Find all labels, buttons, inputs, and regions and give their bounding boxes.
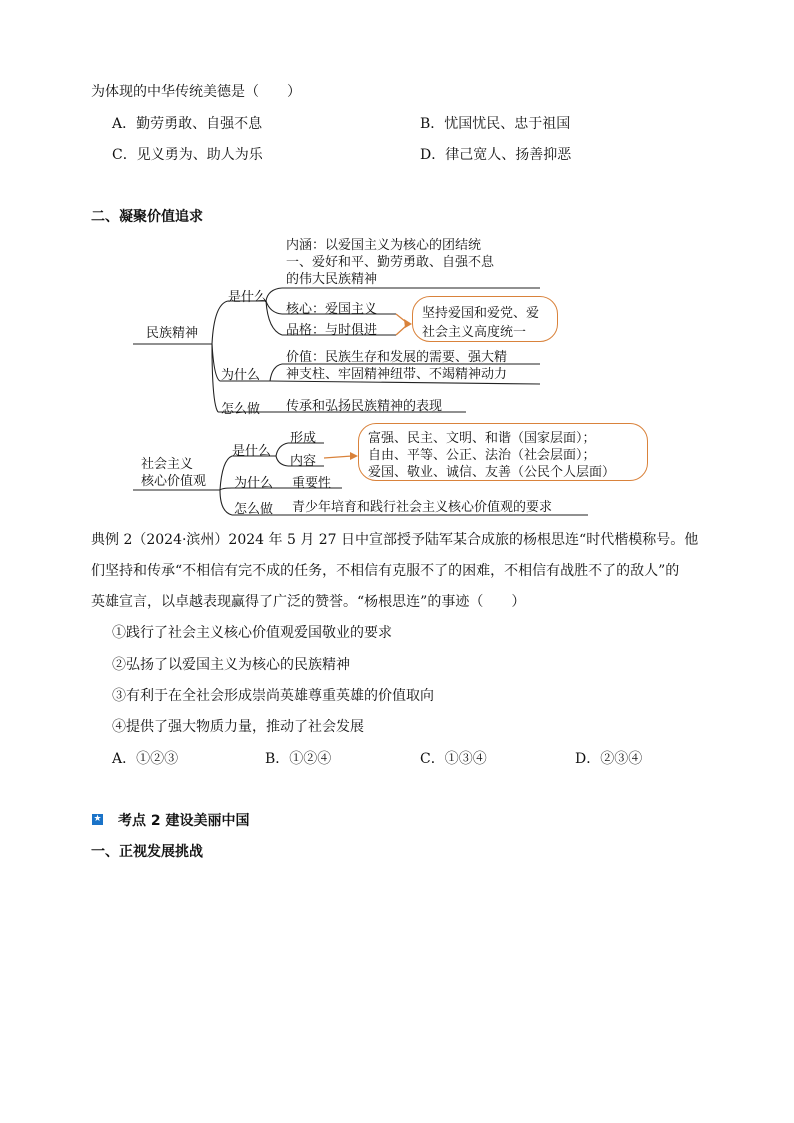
section-title: 二、凝聚价值追求 bbox=[91, 209, 203, 225]
connotation-line: 内涵：以爱国主义为核心的团结统 bbox=[286, 238, 482, 253]
mindmap2-how: 怎么做 bbox=[234, 502, 274, 517]
statement-item: ②弘扬了以爱国主义为核心的民族精神 bbox=[112, 657, 350, 673]
mindmap1-value bbox=[286, 349, 507, 383]
mindmap2-importance: 重要性 bbox=[292, 476, 332, 491]
mindmap2-why: 为什么 bbox=[234, 476, 274, 491]
option-a[interactable]: A．①②③ bbox=[112, 751, 179, 767]
statement-item: ④提供了强大物质力量，推动了社会发展 bbox=[112, 719, 364, 735]
example-stem-line: 英雄宣言，以卓越表现赢得了广泛的赞誉。“杨根思连”的事迹（ ） bbox=[91, 594, 526, 610]
mindmap2-how-text: 青少年培育和践行社会主义核心价值观的要求 bbox=[292, 500, 553, 515]
section-title: 一、正视发展挑战 bbox=[91, 844, 203, 860]
example-stem-line: 典例 2（2024·滨州）2024 年 5 月 27 日中宣部授予陆军某合成旅的杨根思连“时代楷模称号。他 bbox=[91, 532, 699, 548]
kaodian-title: 考点 2 建设美丽中国 bbox=[118, 813, 250, 829]
mindmap1-how: 怎么做 bbox=[221, 402, 261, 417]
bubble-line: 富强、民主、文明、和谐（国家层面）； bbox=[368, 431, 596, 446]
mindmap2-root bbox=[141, 456, 206, 490]
mindmap1-root: 民族精神 bbox=[146, 326, 199, 341]
option-b[interactable]: B．①②④ bbox=[265, 751, 332, 767]
connotation-line: 的伟大民族精神 bbox=[286, 272, 378, 287]
option-b[interactable]: B．忧国忧民、忠于祖国 bbox=[420, 116, 571, 132]
option-d[interactable]: D．律己宽人、扬善抑恶 bbox=[420, 147, 572, 163]
connotation-line: 一、爱好和平、勤劳勇敢、自强不息 bbox=[286, 255, 495, 270]
bubble-line: 自由、平等、公正、法治（社会层面）； bbox=[368, 448, 596, 463]
star-badge-icon: ★ bbox=[93, 814, 102, 824]
option-a[interactable]: A．勤劳勇敢、自强不息 bbox=[112, 116, 263, 132]
statement-item: ③有利于在全社会形成崇尚英雄尊重英雄的价值取向 bbox=[112, 688, 434, 704]
mindmap2-bubble bbox=[358, 423, 648, 481]
root-line: 核心价值观 bbox=[141, 474, 207, 489]
question-stem: 为体现的中华传统美德是（ ） bbox=[91, 84, 301, 100]
option-c[interactable]: C．①③④ bbox=[420, 751, 487, 767]
bubble-line: 社会主义高度统一 bbox=[422, 325, 527, 340]
mindmap1-connotation bbox=[286, 237, 494, 288]
statement-item: ①践行了社会主义核心价值观爱国敬业的要求 bbox=[112, 625, 392, 641]
mindmap1-core: 核心：爱国主义 bbox=[286, 302, 378, 317]
mindmap2-content: 内容 bbox=[290, 454, 317, 469]
mindmap1-how-text: 传承和弘扬民族精神的表现 bbox=[286, 399, 443, 414]
value-line: 价值：民族生存和发展的需要、强大精 bbox=[286, 350, 508, 365]
mindmap2-formation: 形成 bbox=[290, 431, 317, 446]
option-c[interactable]: C．见义勇为、助人为乐 bbox=[112, 147, 263, 163]
value-line: 神支柱、牢固精神纽带、不竭精神动力 bbox=[286, 367, 508, 382]
root-line: 社会主义 bbox=[141, 457, 194, 472]
mindmap1-bubble bbox=[412, 296, 558, 342]
mindmap2-what: 是什么 bbox=[232, 444, 272, 459]
option-d[interactable]: D．②③④ bbox=[575, 751, 643, 767]
example-stem-line: 们坚持和传承“不相信有完不成的任务，不相信有克服不了的困难，不相信有战胜不了的敌人”的 bbox=[91, 563, 680, 579]
mindmap1-character: 品格：与时俱进 bbox=[286, 323, 378, 338]
mindmap1-what: 是什么 bbox=[228, 290, 268, 305]
mindmap1-why: 为什么 bbox=[221, 368, 261, 383]
bubble-line: 爱国、敬业、诚信、友善（公民个人层面） bbox=[368, 465, 616, 480]
bubble-line: 坚持爱国和爱党、爱 bbox=[422, 306, 540, 321]
